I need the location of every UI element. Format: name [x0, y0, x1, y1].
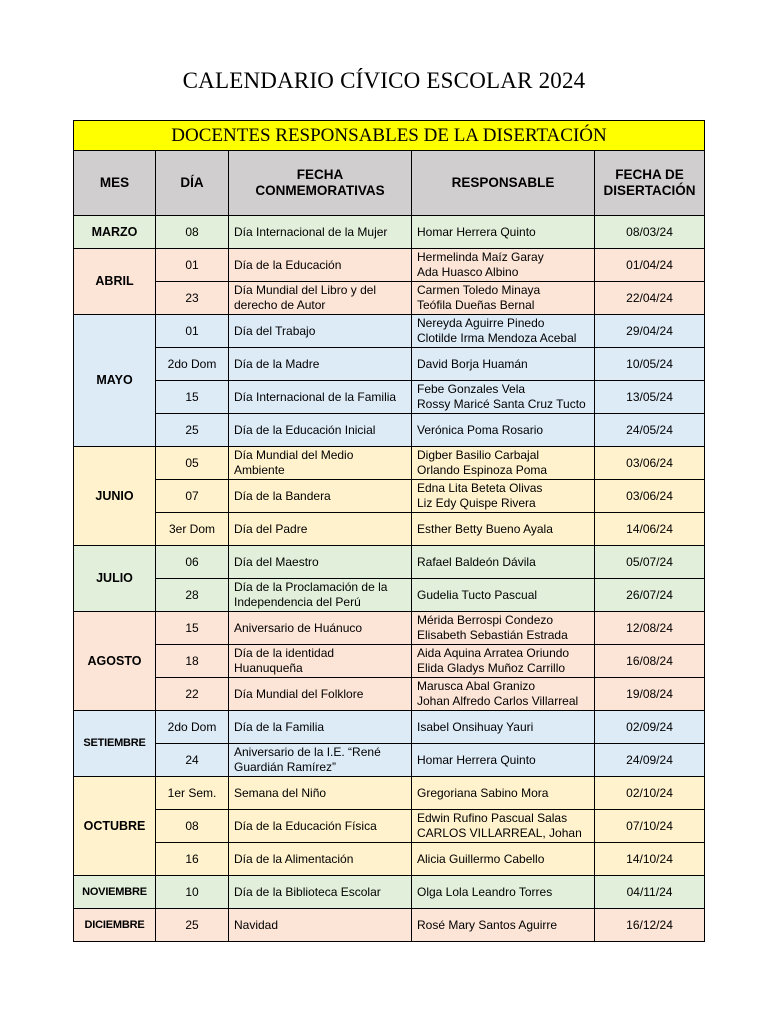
responsible-name: Gregoriana Sabino Mora: [417, 785, 549, 800]
commemoration-line: Independencia del Perú: [234, 595, 361, 609]
responsible-cell: [412, 546, 595, 579]
dissertation-date-cell: 01/04/24: [595, 249, 705, 282]
responsible-name: Alicia Guillermo Cabello: [417, 851, 545, 866]
commemoration-line: Día Internacional de la Mujer: [234, 224, 388, 239]
table-row: [74, 381, 705, 414]
commemoration-line: Día de la identidad Huanuqueña: [234, 646, 335, 675]
commemoration-line: Día del Trabajo: [234, 323, 316, 338]
month-cell: SETIEMBRE: [74, 711, 156, 777]
day-cell: 16: [156, 843, 229, 876]
responsible-name: Febe Gonzales Vela: [417, 382, 526, 396]
dissertation-date-cell: 14/06/24: [595, 513, 705, 546]
commemoration-line: Guardián Ramírez”: [234, 760, 337, 774]
responsible-name: Homar Herrera Quinto: [417, 224, 536, 239]
dissertation-date-cell: 14/10/24: [595, 843, 705, 876]
header-row: [74, 151, 705, 216]
day-cell: 01: [156, 249, 229, 282]
header-fecha-disertacion-line1: FECHA DE: [615, 167, 684, 182]
responsible-cell: [412, 579, 595, 612]
commemoration-cell: [229, 678, 412, 711]
commemoration-line: Día de la Educación: [234, 257, 342, 272]
responsible-cell: [412, 513, 595, 546]
month-cell: ABRIL: [74, 249, 156, 315]
commemoration-line: Día Mundial del Medio Ambiente: [234, 448, 354, 477]
responsible-name: Aida Aquina Arratea Oriundo: [417, 646, 570, 660]
responsible-name: CARLOS VILLARREAL, Johan: [417, 826, 582, 840]
commemoration-line: Día de la Madre: [234, 356, 320, 371]
responsible-name: Teófila Dueñas Bernal: [417, 298, 535, 312]
responsible-name: Orlando Espinoza Poma: [417, 463, 548, 477]
page-title: CALENDARIO CÍVICO ESCOLAR 2024: [182, 68, 586, 93]
responsible-name: Johan Alfredo Carlos Villarreal: [417, 694, 579, 708]
header-fecha-disertacion: [595, 151, 705, 216]
commemoration-cell: [229, 876, 412, 909]
responsible-cell: [412, 612, 595, 645]
dissertation-date-cell: 29/04/24: [595, 315, 705, 348]
commemoration-line: Día de la Familia: [234, 719, 325, 734]
dissertation-date-cell: 13/05/24: [595, 381, 705, 414]
responsible-name: Hermelinda Maíz Garay: [417, 250, 544, 264]
commemoration-cell: [229, 909, 412, 942]
month-cell: JUNIO: [74, 447, 156, 546]
commemoration-cell: [229, 315, 412, 348]
responsible-name: Esther Betty Bueno Ayala: [417, 521, 553, 536]
commemoration-cell: [229, 414, 412, 447]
day-cell: 08: [156, 810, 229, 843]
header-fecha-disertacion-line2: DISERTACIÓN: [603, 183, 696, 198]
commemoration-line: Día de la Bandera: [234, 488, 331, 503]
commemoration-cell: [229, 810, 412, 843]
commemoration-line: Día del Padre: [234, 521, 308, 536]
table-row: [74, 216, 705, 249]
commemoration-line: Aniversario de la I.E. “René: [234, 745, 381, 759]
commemoration-cell: [229, 513, 412, 546]
table-row: [74, 579, 705, 612]
commemoration-cell: [229, 216, 412, 249]
month-cell: OCTUBRE: [74, 777, 156, 876]
responsible-cell: [412, 216, 595, 249]
responsible-name: Liz Edy Quispe Rivera: [417, 496, 536, 510]
day-cell: 18: [156, 645, 229, 678]
commemoration-cell: [229, 282, 412, 315]
commemoration-cell: [229, 348, 412, 381]
month-cell: AGOSTO: [74, 612, 156, 711]
dissertation-date-cell: 07/10/24: [595, 810, 705, 843]
day-cell: 2do Dom: [156, 348, 229, 381]
responsible-cell: [412, 348, 595, 381]
day-cell: 05: [156, 447, 229, 480]
month-cell: DICIEMBRE: [74, 909, 156, 942]
table-row: [74, 513, 705, 546]
commemoration-cell: [229, 249, 412, 282]
day-cell: 3er Dom: [156, 513, 229, 546]
table-row: [74, 777, 705, 810]
responsible-name: Digber Basilio Carbajal: [417, 448, 540, 462]
responsible-cell: [412, 711, 595, 744]
day-cell: 10: [156, 876, 229, 909]
dissertation-date-cell: 08/03/24: [595, 216, 705, 249]
dissertation-date-cell: 26/07/24: [595, 579, 705, 612]
commemoration-cell: [229, 843, 412, 876]
responsible-name: Mérida Berrospi Condezo: [417, 613, 554, 627]
responsible-cell: [412, 645, 595, 678]
commemoration-line: Día de la Alimentación: [234, 851, 354, 866]
table-row: [74, 447, 705, 480]
responsible-name: Marusca Abal Granizo: [417, 679, 536, 693]
commemoration-line: derecho de Autor: [234, 298, 326, 312]
responsible-cell: [412, 744, 595, 777]
day-cell: 24: [156, 744, 229, 777]
responsible-cell: [412, 810, 595, 843]
table-row: [74, 249, 705, 282]
commemoration-cell: [229, 612, 412, 645]
header-fecha: FECHA CONMEMORATIVAS: [229, 151, 412, 216]
responsible-cell: [412, 282, 595, 315]
table-row: [74, 711, 705, 744]
table-row: [74, 414, 705, 447]
commemoration-line: Día Mundial del Libro y del: [234, 283, 377, 297]
responsible-name: Rossy Maricé Santa Cruz Tucto: [417, 397, 586, 411]
dissertation-date-cell: 02/10/24: [595, 777, 705, 810]
day-cell: 25: [156, 909, 229, 942]
day-cell: 22: [156, 678, 229, 711]
month-cell: MAYO: [74, 315, 156, 447]
dissertation-date-cell: 04/11/24: [595, 876, 705, 909]
table-row: [74, 315, 705, 348]
commemoration-cell: [229, 645, 412, 678]
responsible-cell: [412, 315, 595, 348]
responsible-cell: [412, 249, 595, 282]
responsible-name: Olga Lola Leandro Torres: [417, 884, 553, 899]
commemoration-cell: [229, 546, 412, 579]
responsible-cell: [412, 909, 595, 942]
commemoration-line: Día de la Biblioteca Escolar: [234, 884, 381, 899]
dissertation-date-cell: 19/08/24: [595, 678, 705, 711]
responsible-name: Homar Herrera Quinto: [417, 752, 536, 767]
commemoration-line: Día de la Educación Inicial: [234, 422, 376, 437]
dissertation-date-cell: 24/05/24: [595, 414, 705, 447]
responsible-name: David Borja Huamán: [417, 356, 528, 371]
table-row: [74, 612, 705, 645]
responsible-name: Clotilde Irma Mendoza Acebal: [417, 331, 577, 345]
table-row: [74, 678, 705, 711]
table-row: [74, 645, 705, 678]
responsible-name: Isabel Onsihuay Yauri: [417, 719, 534, 734]
commemoration-line: Día de la Proclamación de la: [234, 580, 388, 594]
responsible-name: Gudelia Tucto Pascual: [417, 587, 538, 602]
responsible-cell: [412, 381, 595, 414]
table-row: [74, 348, 705, 381]
calendar-table: [73, 120, 705, 942]
commemoration-cell: [229, 381, 412, 414]
commemoration-cell: [229, 744, 412, 777]
dissertation-date-cell: 22/04/24: [595, 282, 705, 315]
responsible-cell: [412, 447, 595, 480]
table-row: [74, 282, 705, 315]
day-cell: 08: [156, 216, 229, 249]
table-row: [74, 480, 705, 513]
responsible-name: Elisabeth Sebastián Estrada: [417, 628, 568, 642]
responsible-name: Edna Lita Beteta Olivas: [417, 481, 543, 495]
header-mes: MES: [74, 151, 156, 216]
commemoration-line: Navidad: [234, 917, 279, 932]
day-cell: 15: [156, 612, 229, 645]
commemoration-cell: [229, 711, 412, 744]
calendar-body: [74, 216, 705, 942]
table-row: [74, 546, 705, 579]
dissertation-date-cell: 16/12/24: [595, 909, 705, 942]
responsible-cell: [412, 480, 595, 513]
table-row: [74, 909, 705, 942]
responsible-name: Nereyda Aguirre Pinedo: [417, 316, 545, 330]
table-banner: DOCENTES RESPONSABLES DE LA DISERTACIÓN: [74, 121, 705, 151]
dissertation-date-cell: 12/08/24: [595, 612, 705, 645]
responsible-name: Rafael Baldeón Dávila: [417, 554, 536, 569]
dissertation-date-cell: 16/08/24: [595, 645, 705, 678]
commemoration-cell: [229, 447, 412, 480]
table-row: [74, 843, 705, 876]
commemoration-line: Día Mundial del Folklore: [234, 686, 364, 701]
dissertation-date-cell: 03/06/24: [595, 447, 705, 480]
responsible-cell: [412, 843, 595, 876]
dissertation-date-cell: 10/05/24: [595, 348, 705, 381]
dissertation-date-cell: 05/07/24: [595, 546, 705, 579]
responsible-name: Carmen Toledo Minaya: [417, 283, 541, 297]
table-row: [74, 876, 705, 909]
dissertation-date-cell: 03/06/24: [595, 480, 705, 513]
day-cell: 15: [156, 381, 229, 414]
commemoration-cell: [229, 777, 412, 810]
responsible-name: Rosé Mary Santos Aguirre: [417, 917, 558, 932]
day-cell: 06: [156, 546, 229, 579]
commemoration-line: Día de la Educación Física: [234, 818, 377, 833]
dissertation-date-cell: 24/09/24: [595, 744, 705, 777]
responsible-cell: [412, 414, 595, 447]
responsible-cell: [412, 777, 595, 810]
month-cell: MARZO: [74, 216, 156, 249]
day-cell: 01: [156, 315, 229, 348]
commemoration-line: Semana del Niño: [234, 785, 327, 800]
day-cell: 23: [156, 282, 229, 315]
commemoration-line: Día Internacional de la Familia: [234, 389, 397, 404]
day-cell: 07: [156, 480, 229, 513]
dissertation-date-cell: 02/09/24: [595, 711, 705, 744]
table-row: [74, 810, 705, 843]
responsible-name: Ada Huasco Albino: [417, 265, 519, 279]
month-cell: NOVIEMBRE: [74, 876, 156, 909]
responsible-name: Verónica Poma Rosario: [417, 422, 544, 437]
day-cell: 1er Sem.: [156, 777, 229, 810]
table-row: [74, 744, 705, 777]
day-cell: 2do Dom: [156, 711, 229, 744]
responsible-name: Edwin Rufino Pascual Salas: [417, 811, 568, 825]
day-cell: 28: [156, 579, 229, 612]
header-responsable: RESPONSABLE: [412, 151, 595, 216]
responsible-name: Elida Gladys Muñoz Carrillo: [417, 661, 566, 675]
commemoration-line: Aniversario de Huánuco: [234, 620, 363, 635]
responsible-cell: [412, 876, 595, 909]
responsible-cell: [412, 678, 595, 711]
day-cell: 25: [156, 414, 229, 447]
header-dia: DÍA: [156, 151, 229, 216]
commemoration-cell: [229, 480, 412, 513]
commemoration-cell: [229, 579, 412, 612]
month-cell: JULIO: [74, 546, 156, 612]
commemoration-line: Día del Maestro: [234, 554, 319, 569]
